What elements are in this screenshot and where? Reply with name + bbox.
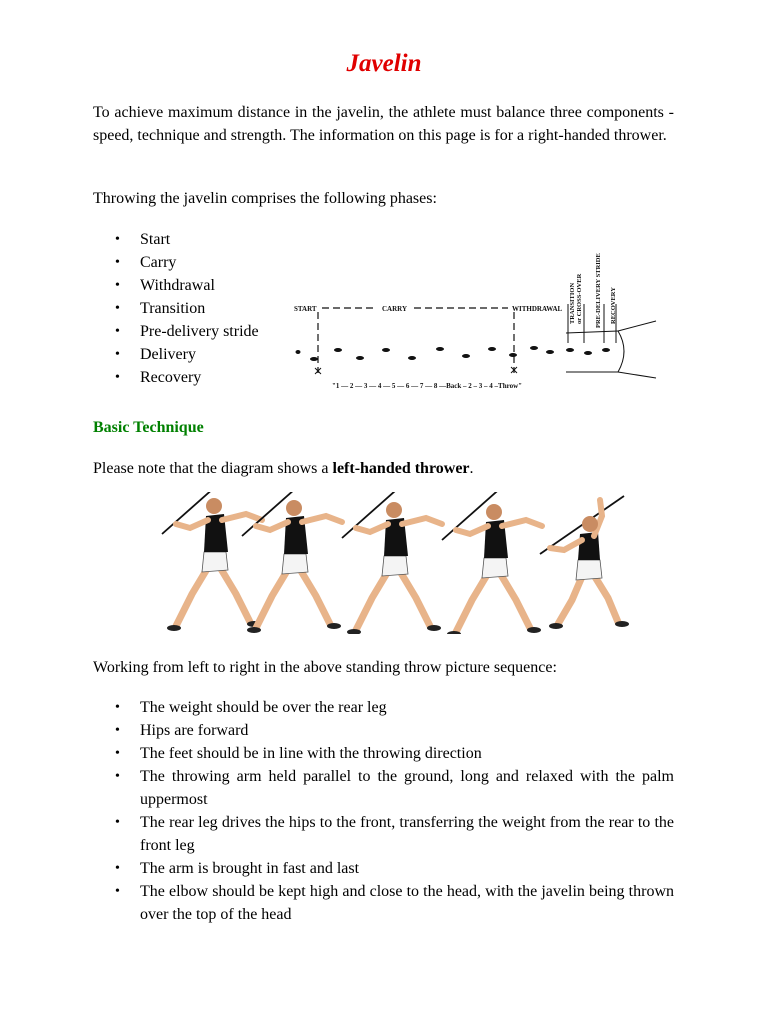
- footprint: [530, 346, 538, 350]
- list-item: • Start: [115, 231, 171, 248]
- footprint: [566, 348, 574, 352]
- list-item: • The feet should be in line with the throwing direction: [115, 745, 482, 762]
- list-item: • Delivery: [115, 346, 196, 363]
- recovery-label: RECOVERY: [610, 287, 617, 324]
- list-item: • Hips are forward: [115, 722, 249, 739]
- list-item: • The rear leg drives the hips to the front, transferring the weight from the rear to the front leg: [115, 814, 674, 854]
- athlete-figure-5: [540, 496, 629, 629]
- footprint: [334, 348, 342, 352]
- list-item: • Carry: [115, 254, 177, 271]
- run-up-diagram: [288, 238, 660, 398]
- footprint: [408, 356, 416, 360]
- technique-list: [93, 696, 674, 926]
- athlete-figure-3: [342, 492, 442, 634]
- footprint: [462, 354, 470, 358]
- list-item: • Withdrawal: [115, 277, 215, 294]
- footprint: [296, 350, 301, 354]
- footprint: [546, 350, 554, 354]
- list-item: • The throwing arm held parallel to the ground, long and relaxed with the palm uppermost: [115, 768, 674, 808]
- pre-delivery-label: PRE-DELIVERY STRIDE: [595, 253, 602, 328]
- athlete-figure-1: [162, 492, 262, 631]
- page-title: Javelin: [346, 50, 422, 77]
- start-label: START: [294, 305, 317, 313]
- count-line: "1 — 2 — 3 — 4 — 5 — 6 — 7 — 8 —Back – 2 – 3 – 4 –Throw": [332, 382, 523, 390]
- transition-label: TRANSITION: [569, 282, 576, 324]
- athlete-figure-4: [442, 492, 542, 634]
- phases-intro: Throwing the javelin comprises the following phases:: [93, 190, 437, 207]
- sequence-intro: Working from left to right in the above standing throw picture sequence:: [93, 659, 557, 676]
- carry-label: CARRY: [382, 305, 408, 313]
- footprint: [310, 357, 318, 361]
- list-item: • The weight should be over the rear leg: [115, 699, 387, 716]
- footprint: [488, 347, 496, 351]
- footprint: [602, 348, 610, 352]
- athlete-figure-2: [242, 492, 342, 633]
- footprint: [356, 356, 364, 360]
- withdrawal-label: WITHDRAWAL: [512, 305, 563, 313]
- basic-technique-heading: Basic Technique: [93, 419, 204, 436]
- left-handed-note: Please note that the diagram shows a left-handed thrower.: [93, 460, 474, 477]
- list-item: • Recovery: [115, 369, 202, 386]
- list-item: • The arm is brought in fast and last: [115, 860, 360, 877]
- footprint: [382, 348, 390, 352]
- list-item: • Pre-delivery stride: [115, 323, 259, 340]
- list-item: • Transition: [115, 300, 206, 317]
- standing-throw-sequence: [140, 492, 630, 634]
- crossover-label: or CROSS-OVER: [576, 273, 583, 324]
- phases-list: [93, 228, 259, 389]
- footprint: [584, 351, 592, 355]
- footprint: [436, 347, 444, 351]
- intro-paragraph: To achieve maximum distance in the javelin, the athlete must balance three components - speed, technique and strength. The information on this page is for a right-handed thrower.: [93, 104, 674, 144]
- list-item: • The elbow should be kept high and close to the head, with the javelin being thrown over the top of the head: [115, 883, 674, 923]
- footprint: [509, 353, 517, 357]
